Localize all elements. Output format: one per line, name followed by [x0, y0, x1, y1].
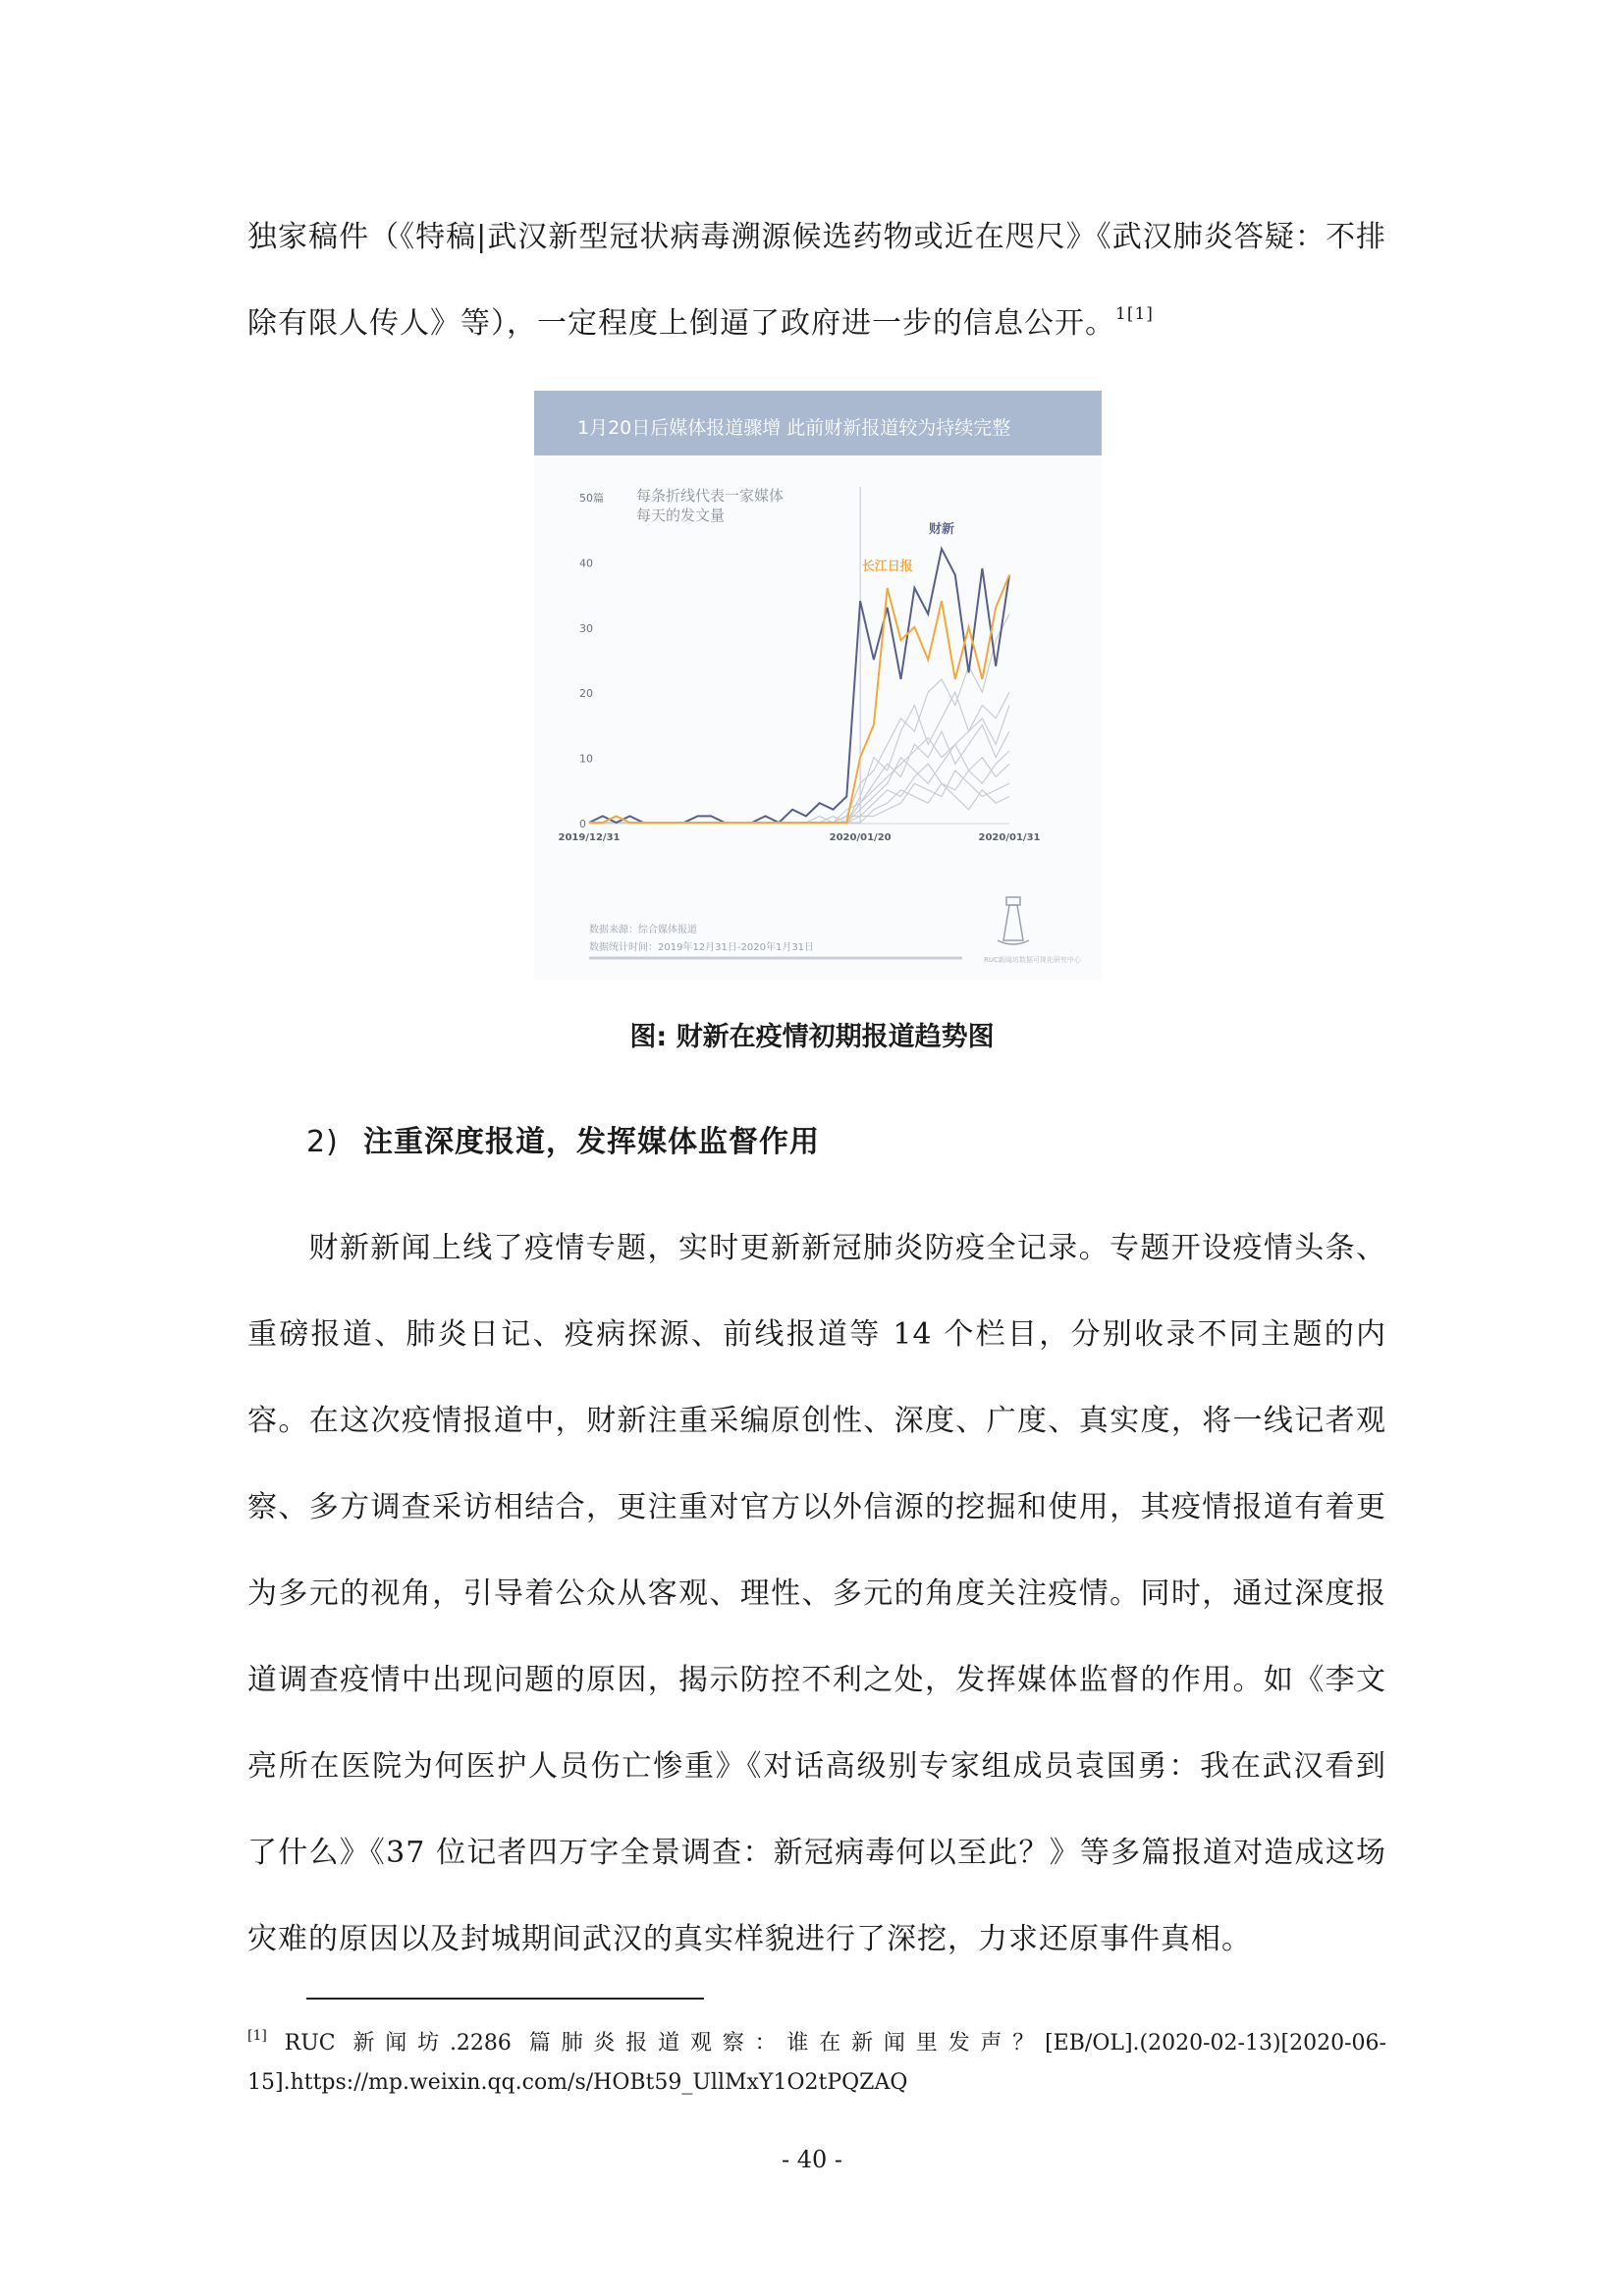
- y-tick-label: 0: [579, 818, 586, 830]
- x-tick-label: 2019/12/31: [558, 832, 621, 843]
- section-title: 注重深度报道，发挥媒体监督作用: [363, 1125, 820, 1159]
- x-tick-label: 2020/01/31: [978, 832, 1041, 843]
- footnote-ref[interactable]: 1[1]: [1115, 304, 1154, 324]
- trend-chart: [534, 391, 1102, 980]
- background-media-line: [589, 744, 1009, 823]
- y-tick-label: 30: [579, 621, 593, 635]
- y-tick-label: 10: [579, 752, 593, 766]
- series-line-0: [589, 549, 1009, 823]
- y-tick-label: 40: [579, 557, 593, 570]
- paragraph-main-text: 财新新闻上线了疫情专题，实时更新新冠肺炎防疫全记录。专题开设疫情头条、重磅报道、肺炎日记、疫病探源、前线报道等 14 个栏目，分别收录不同主题的内容。在这次疫情报道中，财新注重采编原创性、深度、广度、真实度，将一线记者观察、多方调查采访相结合，更注重对官方以外信源的挖掘和使用，其疫情报道有着更为多元的视角，引导着公众从客观、理性、多元的角度关注疫情。同时，通过深度报道调查疫情中出现问题的原因，揭示防控不利之处，发挥媒体监督的作用。如《李文亮所在医院为何医护人员伤亡惨重》《对话高级别专家组成员袁国勇：我在武汉看到了什么》《37 位记者四万字全景调查：新冠病毒何以至此？》等多篇报道对造成这场灾难的原因以及封城期间武汉的真实样貌进行了深挖，力求还原事件真相。: [247, 1231, 1386, 1956]
- chart-source: 数据来源：综合媒体报道: [589, 925, 697, 935]
- y-tick-label: 50篇: [579, 492, 604, 505]
- footnote: [247, 2024, 1386, 2103]
- chart-annotation-line2: 每天的发文量: [636, 507, 726, 524]
- chart-stat-time: 数据统计时间：2019年12月31日-2020年1月31日: [589, 942, 815, 953]
- chart-annotation-line1: 每条折线代表一家媒体: [636, 487, 785, 505]
- background-media-line: [589, 724, 1009, 823]
- paragraph-top: [247, 194, 1386, 367]
- chart-title: 1月20日后媒体报道骤增 此前财新报道较为持续完整: [577, 417, 1011, 439]
- section-heading: [306, 1117, 820, 1160]
- figure-caption: 图: 财新在疫情初期报道趋势图: [629, 1022, 995, 1052]
- background-media-line: [589, 614, 1009, 824]
- x-tick-label: 2020/01/20: [829, 832, 892, 843]
- page-number: - 40 -: [781, 2146, 842, 2173]
- footnote-divider: [306, 1998, 704, 2000]
- y-tick-label: 20: [579, 687, 593, 701]
- section-number: 2): [306, 1125, 339, 1159]
- chart-figure: [534, 391, 1102, 980]
- footnote-mark: [1]: [247, 2028, 267, 2044]
- series-label: 长江日报: [861, 559, 913, 574]
- chart-watermark: RUC新闻坊数据可视化研究中心: [984, 956, 1081, 964]
- footnote-text[interactable]: RUC 新闻坊.2286 篇肺炎报道观察：谁在新闻里发声？[EB/OL].(2020-02-13)[2020-06-15].https://mp.weixin.qq.com/s/HOBt59_UllMxY1O2tPQZAQ: [247, 2031, 1386, 2095]
- background-media-line: [589, 706, 1009, 824]
- paragraph-top-text: 独家稿件（《特稿|武汉新型冠状病毒溯源候选药物或近在咫尺》《武汉肺炎答疑：不排除有限人传人》等），一定程度上倒逼了政府进一步的信息公开。: [247, 220, 1386, 341]
- background-media-line: [589, 771, 1009, 823]
- lighthouse-logo: [998, 897, 1029, 944]
- paragraph-main: [247, 1205, 1386, 1983]
- background-media-line: [589, 783, 1009, 823]
- series-label: 财新: [928, 522, 954, 538]
